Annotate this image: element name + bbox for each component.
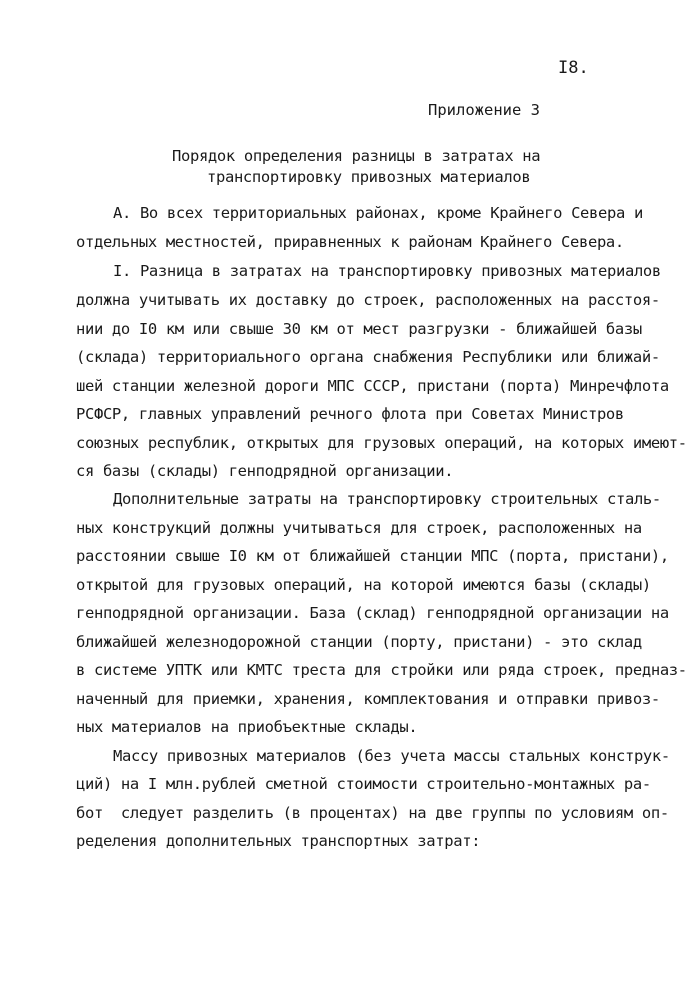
- page-number: I8.: [558, 58, 589, 78]
- body-line-2: отдельных местностей, приравненных к районам Крайнего Севера.: [76, 233, 624, 251]
- body-line-21: ций) на I млн.рублей сметной стоимости строительно-монтажных ра-: [76, 775, 651, 793]
- body-line-18: наченный для приемки, хранения, комплектования и отправки привоз-: [76, 690, 660, 708]
- body-line-6: (склада) территориального органа снабжения Республики или ближай-: [76, 348, 660, 366]
- body-line-23: ределения дополнительных транспортных затрат:: [76, 832, 481, 850]
- body-line-7: шей станции железной дороги МПС СССР, пристани (порта) Минречфлота: [76, 377, 669, 395]
- body-line-1: А. Во всех территориальных районах, кроме Крайнего Севера и: [113, 204, 643, 222]
- body-line-12: ных конструкций должны учитываться для строек, расположенных на: [76, 519, 642, 537]
- body-line-19: ных материалов на приобъектные склады.: [76, 718, 418, 736]
- body-line-15: генподрядной организации. База (склад) генподрядной организации на: [76, 604, 669, 622]
- body-line-22: бот следует разделить (в процентах) на две группы по условиям оп-: [76, 804, 669, 822]
- body-line-20: Массу привозных материалов (без учета массы стальных конструк-: [113, 747, 670, 765]
- body-line-4: должна учитывать их доставку до строек, расположенных на расстоя-: [76, 291, 660, 309]
- body-line-17: в системе УПТК или КМТС треста для стройки или ряда строек, предназ-: [76, 661, 687, 679]
- body-line-13: расстоянии свыше I0 км от ближайшей станции МПС (порта, пристани),: [76, 547, 669, 565]
- body-line-3: I. Разница в затратах на транспортировку привозных материалов: [113, 262, 661, 280]
- body-line-9: союзных республик, открытых для грузовых операций, на которых имеют-: [76, 434, 687, 452]
- appendix-label: Приложение 3: [428, 101, 540, 119]
- title-line-2: транспортировку привозных материалов: [207, 168, 531, 186]
- body-line-11: Дополнительные затраты на транспортировку строительных сталь-: [113, 490, 661, 508]
- title-line-1: Порядок определения разницы в затратах на: [172, 147, 541, 165]
- body-line-10: ся базы (склады) генподрядной организации.: [76, 462, 454, 480]
- body-line-8: РСФСР, главных управлений речного флота при Советах Министров: [76, 405, 624, 423]
- body-line-5: нии до I0 км или свыше 30 км от мест разгрузки - ближайшей базы: [76, 320, 642, 338]
- body-line-14: открытой для грузовых операций, на которой имеются базы (склады): [76, 576, 651, 594]
- body-line-16: ближайшей железнодорожной станции (порту, пристани) - это склад: [76, 633, 642, 651]
